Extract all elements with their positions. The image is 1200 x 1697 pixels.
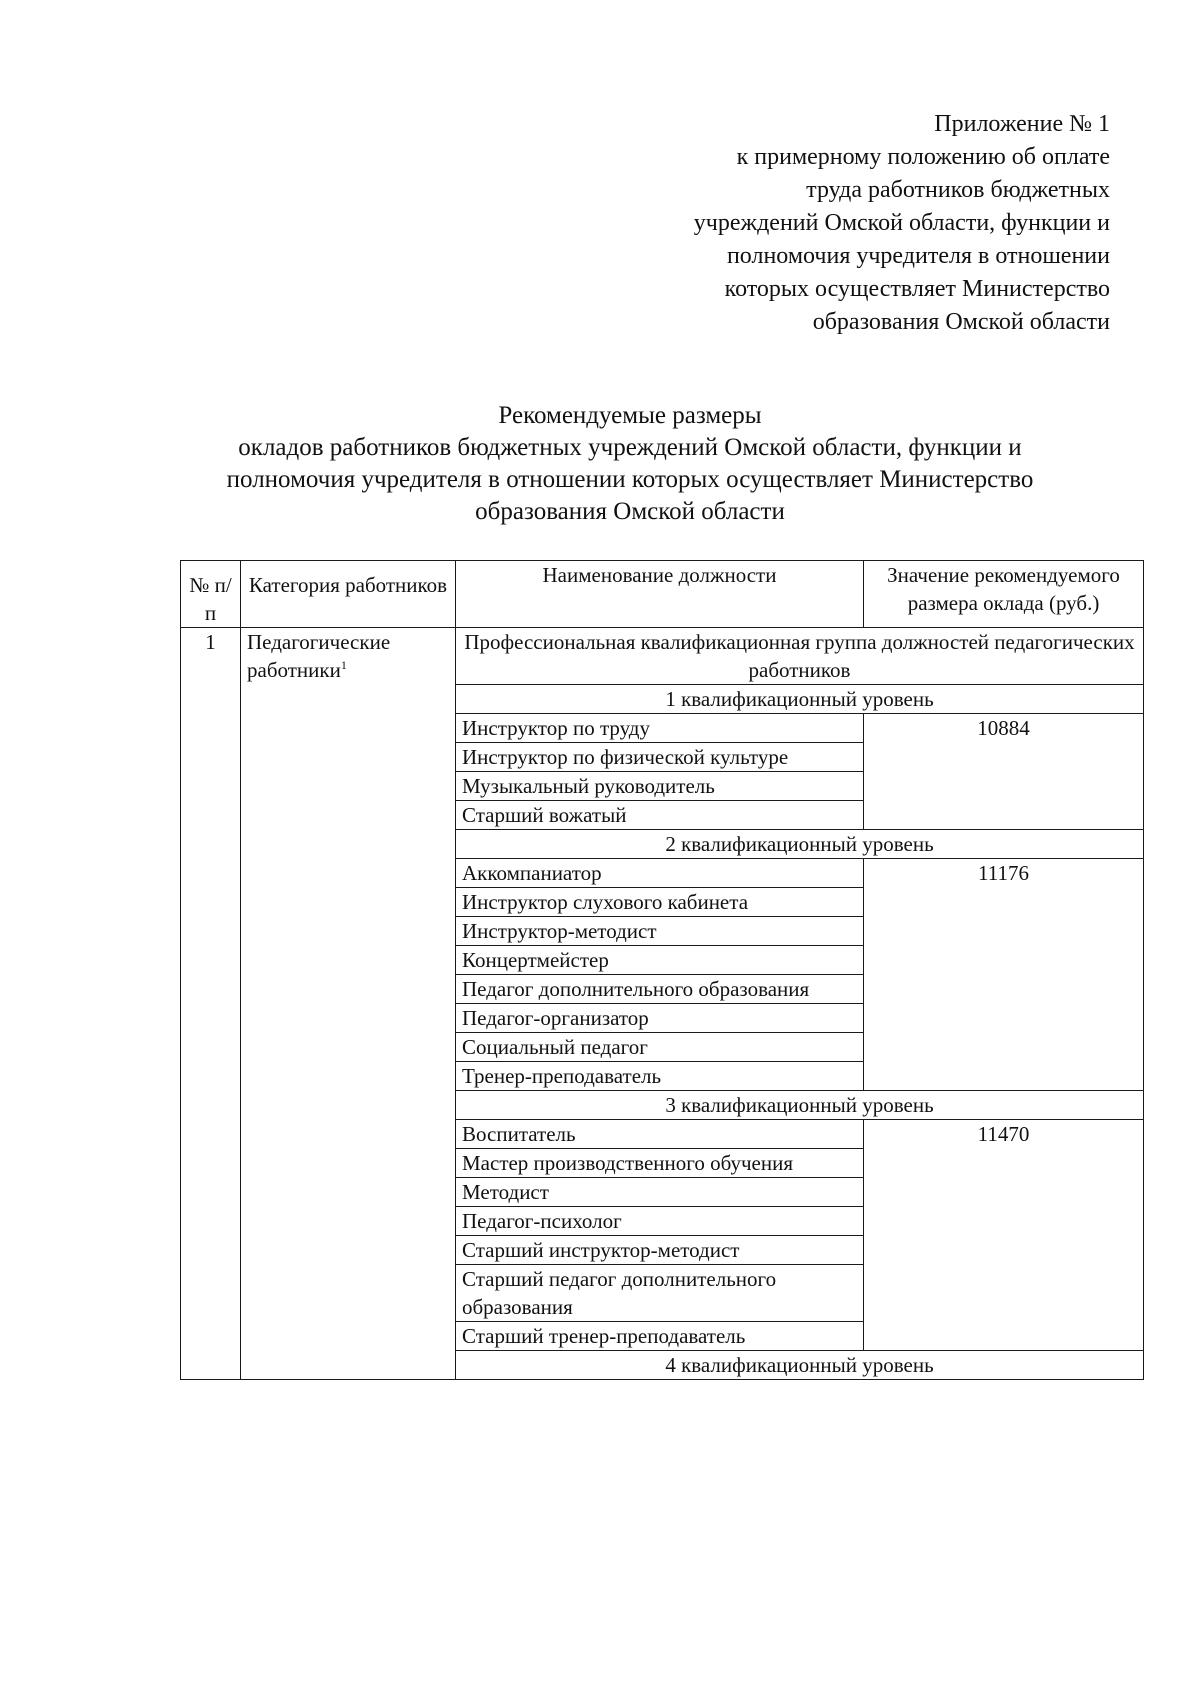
document-title — [150, 400, 1110, 528]
position-name: Мастер производственного обучения — [456, 1149, 864, 1178]
position-name: Педагог-организатор — [456, 1004, 864, 1033]
footnote-marker: 1 — [340, 658, 347, 672]
header-number: № п/п — [181, 561, 241, 628]
title-line: окладов работников бюджетных учреждений Омской области, функции и — [238, 434, 1022, 461]
position-name: Старший инструктор-методист — [456, 1236, 864, 1265]
position-name: Инструктор-методист — [456, 917, 864, 946]
qualification-level-title: 4 квалификационный уровень — [456, 1351, 1144, 1380]
qualification-level-title: 3 квалификационный уровень — [456, 1091, 1144, 1120]
position-name: Инструктор по физической культуре — [456, 743, 864, 772]
row-number: 1 — [181, 628, 241, 1380]
qualification-level-title: 2 квалификационный уровень — [456, 830, 1144, 859]
salary-value: 10884 — [864, 714, 1144, 830]
position-name: Воспитатель — [456, 1120, 864, 1149]
position-name: Аккомпаниатор — [456, 859, 864, 888]
appendix-line: которых осуществляет Министерство — [724, 276, 1110, 302]
appendix-line: образования Омской области — [812, 309, 1110, 335]
group-row — [181, 628, 1144, 685]
position-name: Инструктор слухового кабинета — [456, 888, 864, 917]
qualification-group-title: Профессиональная квалификационная группа должностей педагогических работников — [456, 628, 1144, 685]
position-name: Музыкальный руководитель — [456, 772, 864, 801]
title-line: образования Омской области — [475, 498, 785, 525]
position-name: Социальный педагог — [456, 1033, 864, 1062]
category-cell — [241, 628, 456, 1380]
appendix-line: труда работников бюджетных — [806, 177, 1110, 203]
position-name: Старший тренер-преподаватель — [456, 1322, 864, 1351]
salary-value: 11470 — [864, 1120, 1144, 1351]
qualification-level-title: 1 квалификационный уровень — [456, 685, 1144, 714]
position-name: Старший вожатый — [456, 801, 864, 830]
header-row — [181, 561, 1144, 628]
salary-value: 11176 — [864, 859, 1144, 1091]
header-category: Категория работников — [241, 561, 456, 628]
title-line: полномочия учредителя в отношении которых осуществляет Министерство — [226, 466, 1034, 493]
appendix-line: учреждений Омской области, функции и — [693, 210, 1110, 236]
position-name: Тренер-преподаватель — [456, 1062, 864, 1091]
position-name: Концертмейстер — [456, 946, 864, 975]
header-salary: Значение рекомендуемого размера оклада (руб.) — [864, 561, 1144, 628]
position-name: Педагог дополнительного образования — [456, 975, 864, 1004]
appendix-line: полномочия учредителя в отношении — [726, 243, 1110, 269]
salary-table — [180, 560, 1144, 1380]
position-name: Старший педагог дополнительного образования — [456, 1265, 864, 1322]
appendix-note — [550, 108, 1110, 339]
appendix-line: к примерному положению об оплате — [736, 144, 1110, 170]
position-name: Инструктор по труду — [456, 714, 864, 743]
category-label: Педагогические работники — [247, 630, 391, 682]
header-position: Наименование должности — [456, 561, 864, 628]
appendix-line: Приложение № 1 — [934, 111, 1110, 137]
position-name: Методист — [456, 1178, 864, 1207]
position-name: Педагог-психолог — [456, 1207, 864, 1236]
title-line: Рекомендуемые размеры — [498, 402, 762, 429]
